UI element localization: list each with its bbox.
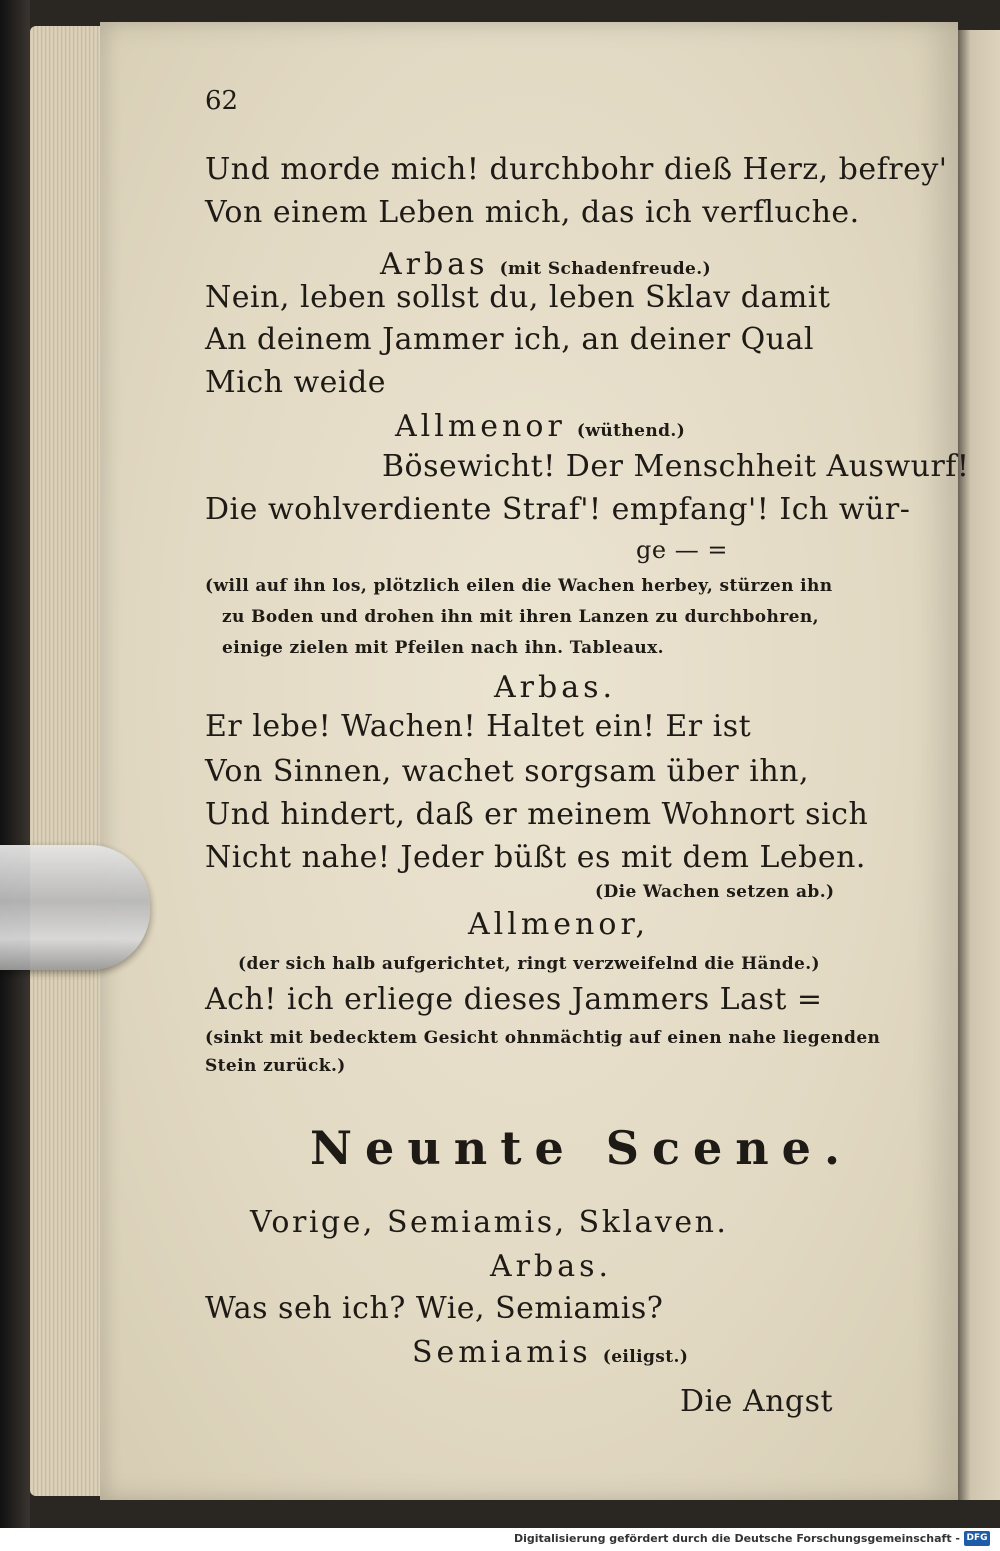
stage-direction: (sinkt mit bedecktem Gesicht ohnmächtig auf einen nahe liegenden — [205, 1028, 881, 1048]
speaker-line — [412, 1335, 689, 1370]
text-line: Nicht nahe! Jeder büßt es mit dem Leben. — [205, 840, 866, 875]
speaker-name: Arbas. — [490, 1249, 613, 1284]
speaker-name: Semiamis — [412, 1335, 592, 1370]
text-line: Bösewicht! Der Menschheit Auswurf! — [382, 449, 970, 484]
stage-direction: zu Boden und drohen ihn mit ihren Lanzen zu durchbohren, — [222, 607, 819, 627]
speaker-name: Arbas. — [494, 670, 617, 705]
stage-direction: (will auf ihn los, plötzlich eilen die Wachen herbey, stürzen ihn — [205, 576, 833, 596]
text-line: Von Sinnen, wachet sorgsam über ihn, — [205, 754, 809, 789]
speaker-line — [380, 247, 712, 282]
text-line: Die Angst — [680, 1384, 834, 1419]
stage-direction: (wüthend.) — [576, 421, 686, 441]
text-line: Vorige, Semiamis, Sklaven. — [250, 1205, 729, 1240]
stage-direction: (eiligst.) — [602, 1347, 689, 1367]
dfg-logo-icon: DFG — [964, 1531, 990, 1546]
text-line: Nein, leben sollst du, leben Sklav damit — [205, 280, 831, 315]
stage-direction: (mit Schadenfreude.) — [499, 259, 712, 279]
speaker-name: Arbas — [380, 247, 489, 282]
text-line: Die wohlverdiente Straf'! empfang'! Ich wür- — [205, 492, 911, 527]
text-line: Mich weide — [205, 365, 386, 400]
footer-credit: Digitalisierung gefördert durch die Deutsche Forschungsgemeinschaft - — [513, 1532, 960, 1545]
stage-direction: einige zielen mit Pfeilen nach ihn. Tableaux. — [222, 638, 664, 658]
stage-direction: (Die Wachen setzen ab.) — [595, 882, 835, 902]
text-line: Ach! ich erliege dieses Jammers Last = — [205, 982, 823, 1017]
scene-heading: Neunte Scene. — [310, 1121, 853, 1175]
speaker-name: Allmenor, — [468, 907, 650, 942]
page-number: 62 — [205, 86, 239, 116]
text-line: Und hindert, daß er meinem Wohnort sich — [205, 797, 869, 832]
speaker-name: Allmenor — [395, 409, 566, 444]
speaker-line — [395, 409, 686, 444]
text-line: Und morde mich! durchbohr dieß Herz, befrey' — [205, 152, 948, 187]
stage-direction: (der sich halb aufgerichtet, ringt verzweifelnd die Hände.) — [238, 954, 820, 974]
text-line: Was seh ich? Wie, Semiamis? — [205, 1291, 664, 1326]
text-line: An deinem Jammer ich, an deiner Qual — [205, 322, 815, 357]
stage-direction: Stein zurück.) — [205, 1056, 346, 1076]
text-line: Von einem Leben mich, das ich verfluche. — [205, 195, 860, 230]
text-line: ge — = — [636, 536, 728, 564]
text-line: Er lebe! Wachen! Haltet ein! Er ist — [205, 709, 752, 744]
